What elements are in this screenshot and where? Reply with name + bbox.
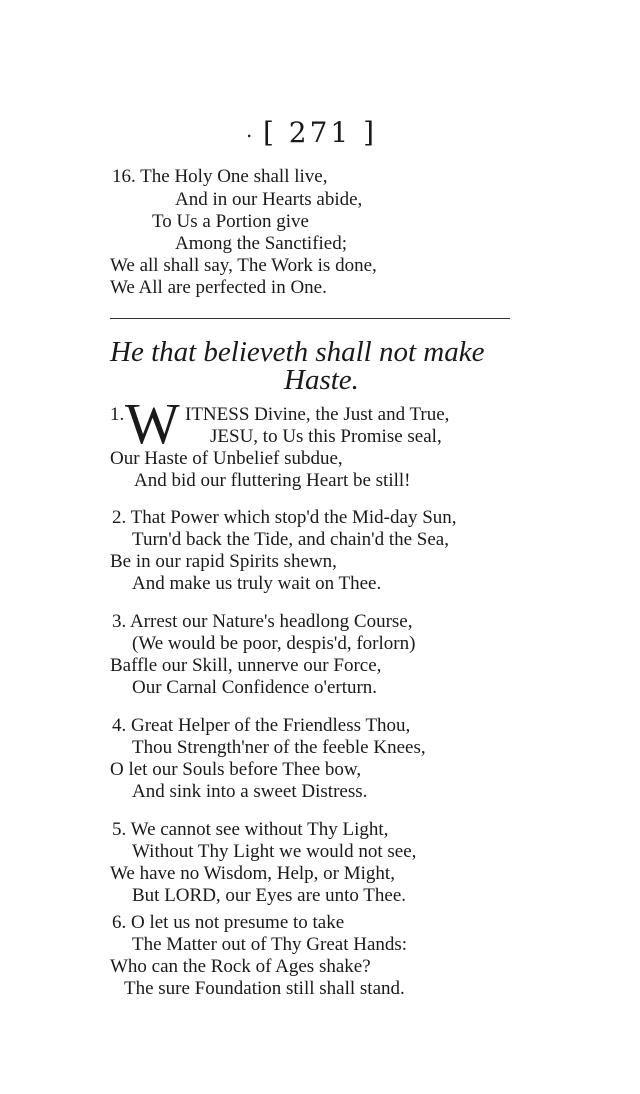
stanza4-line-4: And sink into a sweet Distress. (132, 781, 368, 802)
page-number: [ 271 ] (262, 116, 378, 149)
stanza3-line-3: Baffle our Skill, unnerve our Force, (110, 655, 382, 676)
hymn16-line-6: We All are perfected in One. (110, 277, 327, 298)
stanza1-line-4: And bid our fluttering Heart be still! (134, 470, 411, 491)
stanza1-line-3: Our Haste of Unbelief subdue, (110, 448, 343, 469)
stanza5-line-4: But LORD, our Eyes are unto Thee. (132, 885, 407, 906)
stanza4-line-3: O let our Souls before Thee bow, (110, 759, 362, 780)
stanza1-number: 1. (110, 404, 125, 425)
stanza3-line-1: 3. Arrest our Nature's headlong Course, (112, 611, 413, 632)
hymn16-line-4: Among the Sanctified; (175, 233, 348, 254)
hymn16-line-2: And in our Hearts abide, (175, 189, 363, 210)
hymn16-line-5: We all shall say, The Work is done, (110, 255, 377, 276)
hymn16-line-1: 16. The Holy One shall live, (112, 166, 328, 187)
stanza5-line-3: We have no Wisdom, Help, or Might, (110, 863, 395, 884)
hymn-title-line-2: Haste. (284, 364, 359, 396)
page-dot: . (246, 118, 253, 142)
stanza6-line-2: The Matter out of Thy Great Hands: (132, 934, 408, 955)
stanza6-line-3: Who can the Rock of Ages shake? (110, 956, 371, 977)
stanza4-line-1: 4. Great Helper of the Friendless Thou, (112, 715, 411, 736)
drop-cap-letter: W (125, 391, 180, 456)
stanza2-line-4: And make us truly wait on Thee. (132, 573, 382, 594)
stanza1-line-2: JESU, to Us this Promise seal, (210, 426, 442, 447)
stanza6-line-1: 6. O let us not presume to take (112, 912, 345, 933)
stanza2-line-1: 2. That Power which stop'd the Mid-day Sun, (112, 507, 457, 528)
section-divider (110, 318, 510, 319)
stanza6-line-4: The sure Foundation still shall stand. (124, 978, 405, 999)
hymn16-line-3: To Us a Portion give (152, 211, 309, 232)
stanza5-line-2: Without Thy Light we would not see, (132, 841, 417, 862)
hymn-title-line-1: He that believeth shall not make (110, 336, 485, 368)
stanza1-line-1: ITNESS Divine, the Just and True, (185, 404, 450, 425)
stanza5-line-1: 5. We cannot see without Thy Light, (112, 819, 389, 840)
stanza2-line-2: Turn'd back the Tide, and chain'd the Sea, (132, 529, 449, 550)
stanza4-line-2: Thou Strength'ner of the feeble Knees, (132, 737, 426, 758)
stanza3-line-4: Our Carnal Confidence o'erturn. (132, 677, 378, 698)
stanza3-line-2: (We would be poor, despis'd, forlorn) (132, 633, 416, 654)
stanza2-line-3: Be in our rapid Spirits shewn, (110, 551, 337, 572)
